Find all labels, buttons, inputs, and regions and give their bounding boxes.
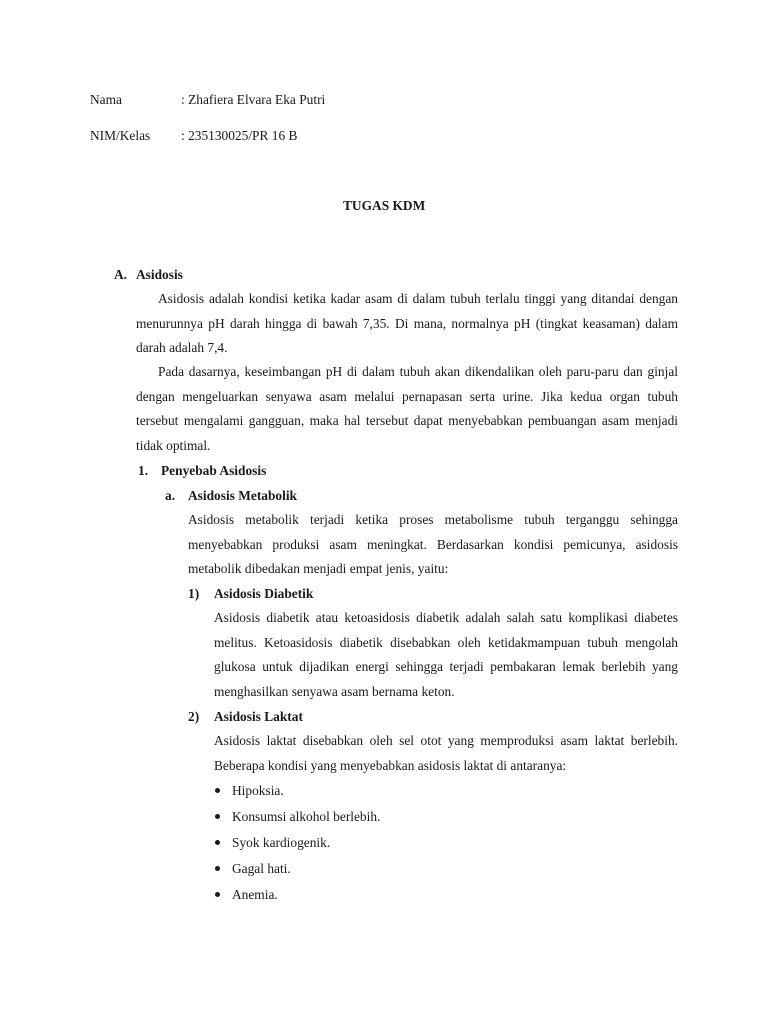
item-1a-marker: a.: [165, 488, 176, 503]
item-1a1-marker: 1): [188, 586, 200, 601]
list-item-text: Konsumsi alkohol berlebih.: [232, 809, 381, 824]
text-line: glukosa untuk dijadikan energi sehingga terjadi pembakaran lemak berlebih yang: [214, 659, 678, 674]
text-line: Asidosis diabetik atau ketoasidosis diabetik adalah salah satu komplikasi diabetes: [214, 610, 678, 625]
item-1a2-paragraph: [214, 729, 678, 778]
nama-value: : Zhafiera Elvara Eka Putri: [181, 92, 326, 107]
text-line: Asidosis metabolik terjadi ketika proses metabolisme tubuh terganggu sehingga: [188, 512, 678, 527]
item-1a-heading: Asidosis Metabolik: [188, 488, 298, 503]
text-line: tersebut mengalami gangguan, maka hal tersebut dapat menyebabkan pembuangan asam menjadi: [136, 413, 678, 428]
item-1-marker: 1.: [138, 463, 149, 478]
item-1a-paragraph: [188, 508, 678, 582]
section-a-heading: Asidosis: [136, 267, 183, 282]
bullet-icon: [215, 814, 220, 819]
item-1a2-marker: 2): [188, 709, 200, 724]
list-item-text: Anemia.: [232, 887, 278, 902]
bullet-icon: [215, 892, 220, 897]
text-line: melitus. Ketoasidosis diabetik disebabkan oleh ketidakmampuan tubuh mengolah: [214, 634, 678, 650]
list-item-text: Syok kardiogenik.: [232, 835, 331, 850]
text-line: tidak optimal.: [136, 437, 211, 453]
text-line: Asidosis laktat disebabkan oleh sel otot yang memproduksi asam laktat berlebih.: [214, 733, 678, 748]
item-1a1-heading: Asidosis Diabetik: [214, 586, 314, 601]
text-line: darah adalah 7,4.: [136, 340, 228, 355]
item-1a1-paragraph: [214, 606, 678, 704]
list-item-text: Gagal hati.: [232, 861, 291, 876]
bullet-list: [214, 778, 380, 908]
document-title: TUGAS KDM: [343, 198, 426, 213]
text-line: Asidosis adalah kondisi ketika kadar asam di dalam tubuh terlalu tinggi yang ditandai dengan: [158, 291, 678, 306]
bullet-icon: [215, 788, 220, 793]
text-line: menyebabkan produksi asam meningkat. Berdasarkan kondisi pemicunya, asidosis: [188, 536, 678, 552]
section-a-marker: A.: [114, 267, 128, 282]
nama-label: Nama: [90, 92, 122, 107]
text-line: metabolik dibedakan menjadi empat jenis, yaitu:: [188, 561, 449, 576]
text-line: Pada dasarnya, keseimbangan pH di dalam tubuh akan dikendalikan oleh paru-paru dan ginjal: [158, 364, 678, 379]
item-1a2-heading: Asidosis Laktat: [214, 709, 303, 724]
list-item: [214, 778, 380, 804]
text-line: dengan mengeluarkan senyawa asam melalui pernapasan serta urine. Jika kedua organ tubuh: [136, 388, 678, 404]
nim-value: : 235130025/PR 16 B: [181, 128, 298, 143]
list-item-text: Hipoksia.: [232, 783, 284, 798]
text-line: menghasilkan senyawa asam bernama keton.: [214, 683, 455, 699]
nim-label: NIM/Kelas: [90, 128, 151, 143]
text-line: menurunnya pH darah hingga di bawah 7,35. Di mana, normalnya pH (tingkat keasaman) dalam: [136, 315, 678, 331]
list-item: [214, 882, 380, 908]
list-item: [214, 856, 380, 882]
list-item: [214, 830, 380, 856]
bullet-icon: [215, 866, 220, 871]
text-line: Beberapa kondisi yang menyebabkan asidosis laktat di antaranya:: [214, 757, 567, 773]
section-a-paragraph-1: [136, 287, 678, 361]
section-a-paragraph-2: [136, 360, 678, 458]
item-1-heading: Penyebab Asidosis: [161, 463, 267, 478]
bullet-icon: [215, 840, 220, 845]
list-item: [214, 804, 380, 830]
